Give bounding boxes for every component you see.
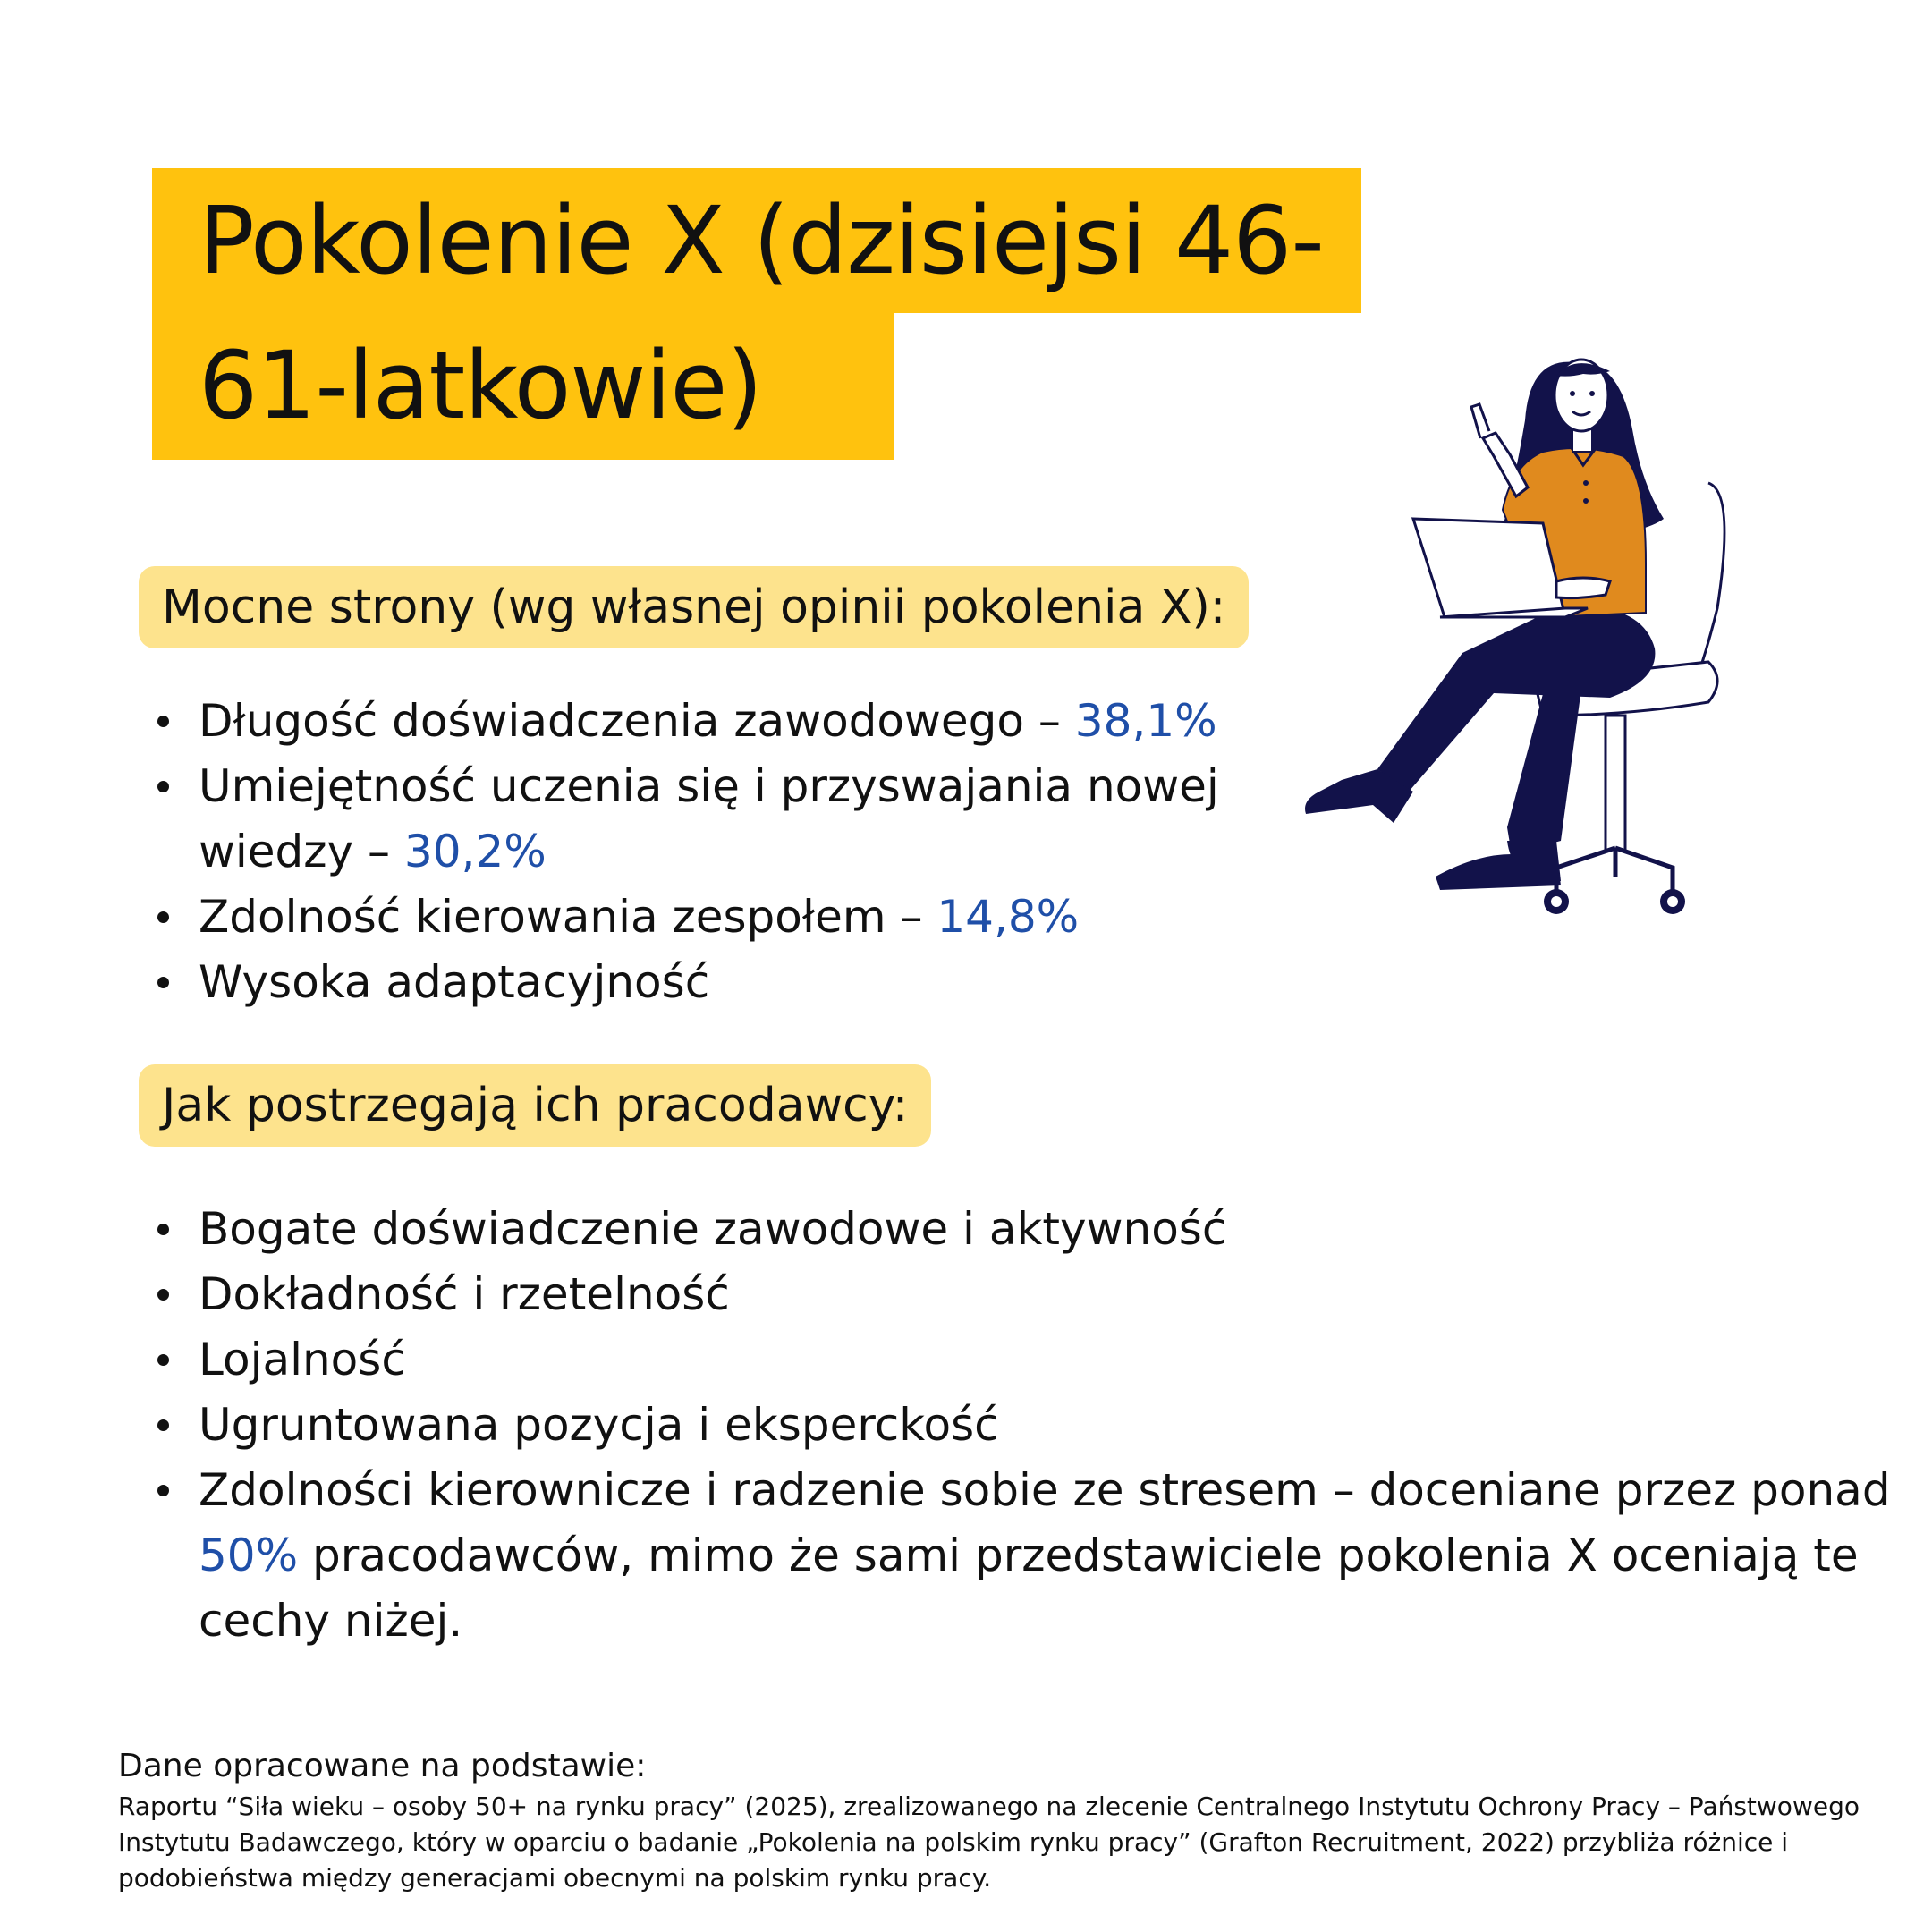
percentage-value: 14,8%: [936, 891, 1080, 943]
source-note: [118, 1744, 1889, 1896]
boot-back-foot: [1436, 850, 1561, 890]
source-body: Raportu “Siła wieku – osoby 50+ na rynku pracy” (2025), zrealizowanego na zlecenie Centralnego Instytutu Ochrony Pracy – Państwowego Instytutu Badawczego, który w oparciu o badanie „Pokolenia na polskim rynku pracy” (Grafton Recruitment, 2022) przybliża różnice i podobieństwa między generacjami obecnymi na polskim rynku pracy.: [118, 1792, 1860, 1893]
eye: [1589, 391, 1595, 396]
page-title-line-1: Pokolenie X (dzisiejsi 46-: [152, 168, 1361, 313]
page-title: [152, 168, 1361, 460]
list-item-text: Umiejętność uczenia się i przyswajania nowej wiedzy –: [199, 760, 1219, 877]
section-heading-employers: Jak postrzegają ich pracodawcy:: [139, 1064, 931, 1147]
employers-view-list: [199, 1197, 1898, 1654]
list-item-text: Lojalność: [199, 1334, 406, 1385]
laptop-screen: [1413, 519, 1565, 617]
bullet-icon: [157, 781, 169, 792]
bullet-icon: [157, 1354, 169, 1366]
list-item-text: Bogate doświadczenie zawodowe i aktywność: [199, 1203, 1227, 1255]
page-title-line-2: 61-latkowie): [152, 313, 894, 460]
pointing-finger: [1471, 404, 1489, 438]
bullet-icon: [157, 1485, 169, 1496]
source-heading: Dane opracowane na podstawie:: [118, 1748, 647, 1784]
list-item: [199, 754, 1272, 885]
list-item: [199, 1197, 1898, 1262]
button: [1583, 498, 1589, 504]
list-item: [199, 1262, 1898, 1327]
list-item-text: pracodawców, mimo że sami przedstawiciele pokolenia X oceniają te cechy niżej.: [199, 1530, 1859, 1647]
list-item: [199, 689, 1272, 754]
chair-base: [1556, 848, 1673, 890]
list-item-text: Długość doświadczenia zawodowego –: [199, 695, 1075, 747]
chair-backrest: [1699, 483, 1724, 671]
percentage-value: 30,2%: [403, 826, 547, 877]
list-item-text: Ugruntowana pozycja i eksperckość: [199, 1399, 999, 1451]
chair-post: [1606, 716, 1625, 850]
chair-wheel-hub: [1551, 896, 1562, 907]
section-heading-strengths: Mocne strony (wg własnej opinii pokolenia X):: [139, 566, 1249, 648]
list-item-text: Wysoka adaptacyjność: [199, 956, 710, 1008]
woman-with-laptop-illustration: [1288, 340, 1789, 930]
bullet-icon: [157, 911, 169, 923]
bullet-icon: [157, 1419, 169, 1431]
percentage-value: 38,1%: [1074, 695, 1217, 747]
list-item-text: Dokładność i rzetelność: [199, 1268, 730, 1320]
list-item-text: Zdolności kierownicze i radzenie sobie ze stresem – doceniane przez ponad: [199, 1464, 1891, 1516]
list-item: [199, 1458, 1898, 1654]
list-item: [199, 1327, 1898, 1393]
list-item: [199, 950, 1272, 1015]
typing-hand: [1556, 578, 1610, 598]
button: [1583, 480, 1589, 486]
chair-wheel-hub: [1667, 896, 1678, 907]
bullet-icon: [157, 977, 169, 988]
strengths-list: [199, 689, 1272, 1015]
list-item: [199, 1393, 1898, 1458]
bullet-icon: [157, 716, 169, 727]
bullet-icon: [157, 1224, 169, 1235]
percentage-value: 50%: [199, 1530, 299, 1581]
bullet-icon: [157, 1289, 169, 1301]
eye: [1570, 391, 1575, 396]
list-item: [199, 885, 1272, 950]
list-item-text: Zdolność kierowania zespołem –: [199, 891, 937, 943]
